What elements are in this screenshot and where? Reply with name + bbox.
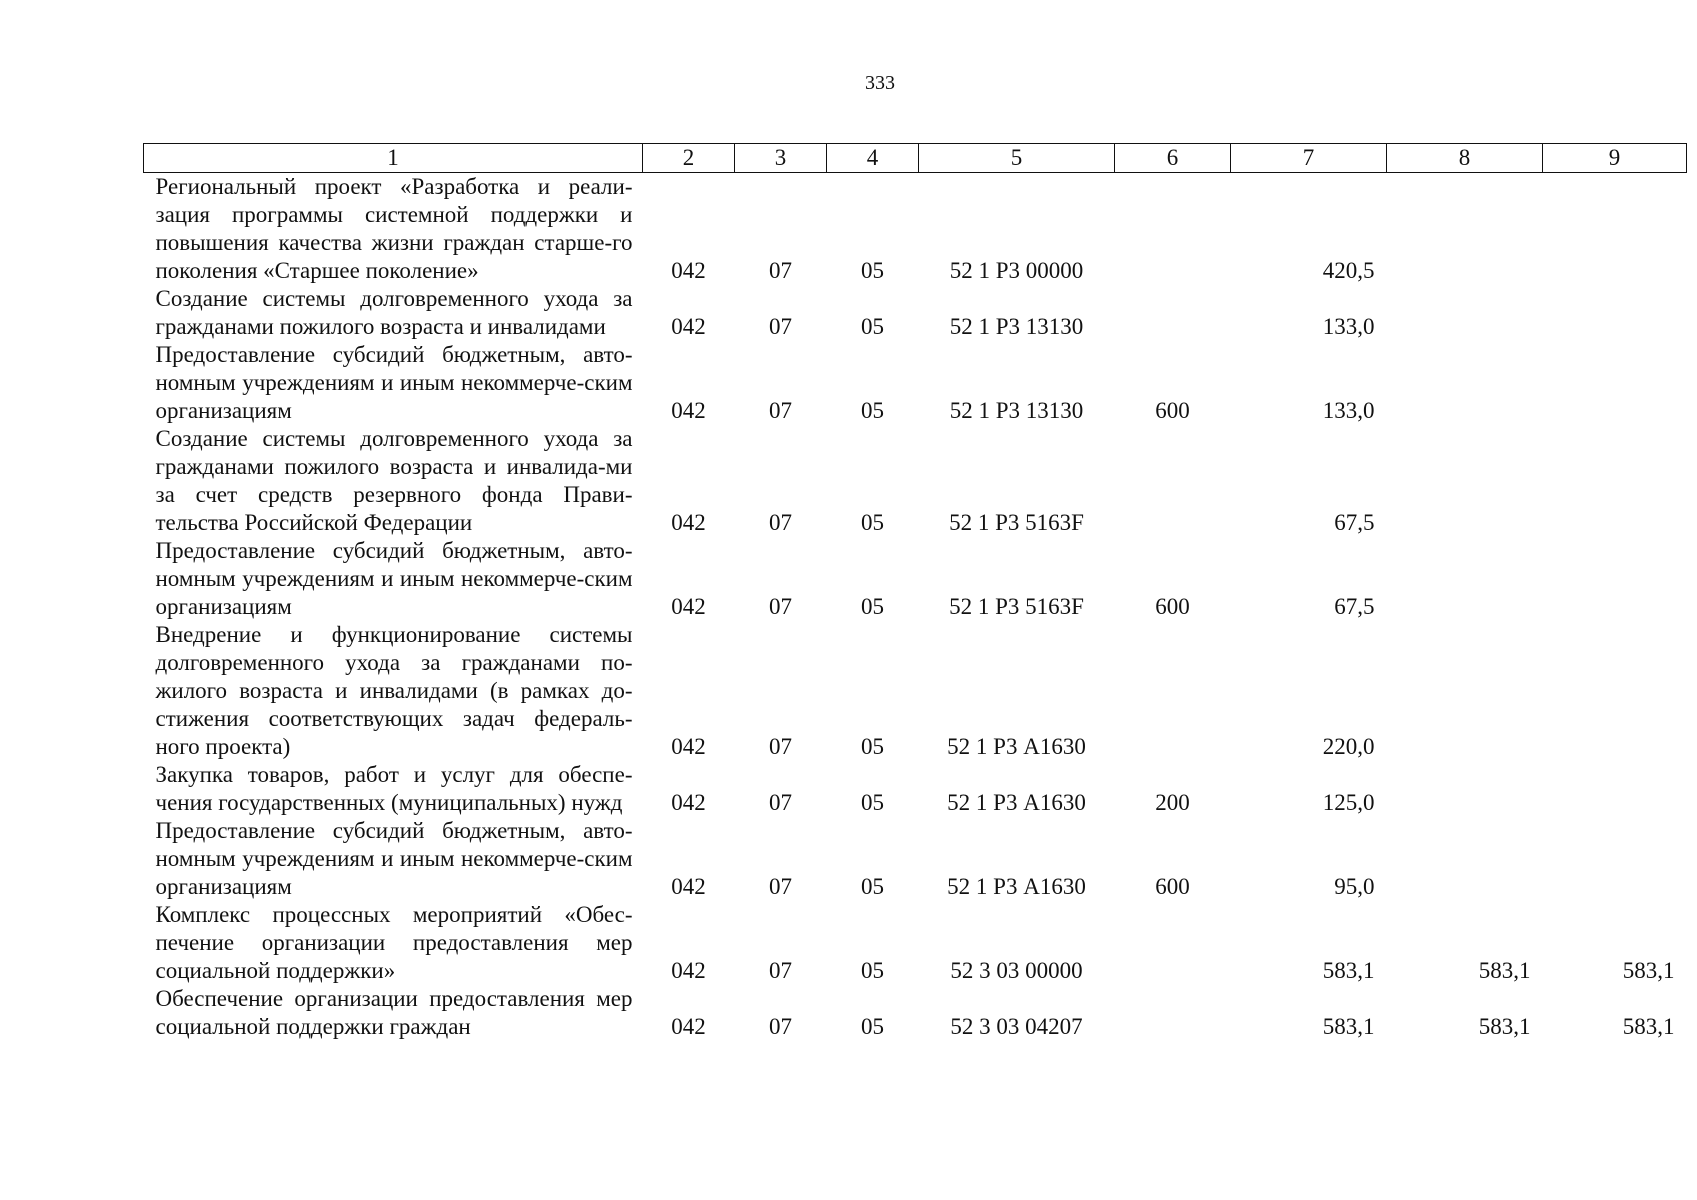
table-row [144, 761, 1687, 817]
cell-subsection: 05 [861, 790, 884, 815]
cell-expense-type [1115, 425, 1231, 537]
table-row [144, 285, 1687, 341]
cell-section: 07 [769, 790, 792, 815]
cell-amount-8 [1387, 817, 1543, 901]
cell-subsection: 05 [861, 398, 884, 423]
cell-amount-9 [1543, 621, 1687, 761]
column-header-9: 9 [1543, 144, 1687, 173]
cell-amount-7: 67,5 [1334, 594, 1375, 619]
cell-amount-9 [1543, 285, 1687, 341]
cell-ministry-code: 042 [671, 314, 706, 339]
cell-target-article: 52 1 Р3 А1630 [947, 874, 1086, 899]
row-name: Предоставление субсидий бюджетным, авто-номным учреждениям и иным некоммерче-ским организациям [155, 818, 633, 899]
cell-amount-8 [1387, 621, 1543, 761]
cell-amount-7: 583,1 [1322, 958, 1375, 983]
cell-amount-7: 67,5 [1334, 510, 1375, 535]
column-header-4: 4 [827, 144, 919, 173]
column-header-2: 2 [643, 144, 735, 173]
page-number: 333 [865, 72, 895, 94]
cell-amount-8 [1387, 341, 1543, 425]
cell-expense-type [1115, 985, 1231, 1041]
cell-expense-type [1115, 621, 1231, 761]
cell-target-article: 52 1 Р3 00000 [949, 258, 1084, 283]
cell-subsection: 05 [861, 874, 884, 899]
cell-target-article: 52 1 Р3 А1630 [947, 790, 1086, 815]
cell-target-article: 52 3 03 00000 [950, 958, 1083, 983]
cell-amount-8 [1387, 285, 1543, 341]
cell-ministry-code: 042 [671, 874, 706, 899]
row-name: Закупка товаров, работ и услуг для обеспе-чения государственных (муниципальных) нужд [155, 762, 633, 815]
row-name: Создание системы долговременного ухода за гражданами пожилого возраста и инвалидами [155, 286, 633, 339]
cell-amount-8 [1387, 425, 1543, 537]
row-name: Региональный проект «Разработка и реали-зация программы системной поддержки и повышения качества жизни граждан старше-го поколения «Старшее поколение» [155, 174, 633, 283]
cell-amount-7: 220,0 [1322, 734, 1375, 759]
cell-ministry-code: 042 [671, 594, 706, 619]
column-header-8: 8 [1387, 144, 1543, 173]
cell-ministry-code: 042 [671, 958, 706, 983]
cell-amount-7: 95,0 [1334, 874, 1375, 899]
cell-ministry-code: 042 [671, 258, 706, 283]
cell-section: 07 [769, 958, 792, 983]
row-name: Предоставление субсидий бюджетным, авто-номным учреждениям и иным некоммерче-ским организациям [155, 342, 633, 423]
cell-amount-7: 133,0 [1322, 314, 1375, 339]
cell-target-article: 52 1 Р3 5163F [949, 594, 1084, 619]
cell-section: 07 [769, 594, 792, 619]
cell-expense-type: 200 [1155, 790, 1190, 815]
column-header-6: 6 [1115, 144, 1231, 173]
table-row [144, 985, 1687, 1041]
cell-subsection: 05 [861, 594, 884, 619]
cell-expense-type: 600 [1155, 398, 1190, 423]
cell-expense-type [1115, 173, 1231, 286]
cell-amount-9: 583,1 [1622, 1014, 1675, 1039]
cell-target-article: 52 1 Р3 13130 [949, 314, 1084, 339]
cell-amount-9 [1543, 341, 1687, 425]
cell-section: 07 [769, 734, 792, 759]
cell-ministry-code: 042 [671, 734, 706, 759]
cell-amount-9 [1543, 173, 1687, 286]
cell-section: 07 [769, 314, 792, 339]
row-name: Комплекс процессных мероприятий «Обес-печение организации предоставления мер социальной поддержки» [155, 902, 633, 983]
cell-subsection: 05 [861, 314, 884, 339]
row-name: Внедрение и функционирование системы долговременного ухода за гражданами по-жилого возраста и инвалидами (в рамках до-стижения соответствующих задач федераль-ного проекта) [155, 622, 633, 759]
cell-section: 07 [769, 258, 792, 283]
table-row [144, 901, 1687, 985]
cell-amount-9 [1543, 817, 1687, 901]
column-header-5: 5 [919, 144, 1115, 173]
cell-amount-8 [1387, 537, 1543, 621]
cell-subsection: 05 [861, 1014, 884, 1039]
table-row [144, 621, 1687, 761]
cell-amount-9 [1543, 537, 1687, 621]
cell-target-article: 52 3 03 04207 [950, 1014, 1083, 1039]
cell-section: 07 [769, 510, 792, 535]
table-row [144, 817, 1687, 901]
cell-amount-8 [1387, 761, 1543, 817]
cell-section: 07 [769, 398, 792, 423]
cell-amount-7: 583,1 [1322, 1014, 1375, 1039]
table-row [144, 537, 1687, 621]
cell-target-article: 52 1 Р3 5163F [949, 510, 1084, 535]
cell-amount-7: 420,5 [1322, 258, 1375, 283]
budget-table [143, 143, 1687, 1041]
column-header-1: 1 [144, 144, 643, 173]
cell-expense-type: 600 [1155, 594, 1190, 619]
column-header-7: 7 [1231, 144, 1387, 173]
cell-amount-9: 583,1 [1622, 958, 1675, 983]
cell-amount-7: 125,0 [1322, 790, 1375, 815]
table-row [144, 341, 1687, 425]
cell-subsection: 05 [861, 734, 884, 759]
cell-amount-9 [1543, 761, 1687, 817]
table-row [144, 425, 1687, 537]
cell-target-article: 52 1 Р3 13130 [949, 398, 1084, 423]
cell-amount-8: 583,1 [1478, 958, 1531, 983]
row-name: Создание системы долговременного ухода за гражданами пожилого возраста и инвалида-ми за счет средств резервного фонда Прави-тельства Российской Федерации [155, 426, 633, 535]
cell-subsection: 05 [861, 958, 884, 983]
cell-amount-8: 583,1 [1478, 1014, 1531, 1039]
cell-amount-9 [1543, 425, 1687, 537]
cell-section: 07 [769, 874, 792, 899]
header-row [144, 144, 1687, 173]
cell-expense-type [1115, 285, 1231, 341]
cell-ministry-code: 042 [671, 398, 706, 423]
row-name: Предоставление субсидий бюджетным, авто-номным учреждениям и иным некоммерче-ским организациям [155, 538, 633, 619]
cell-expense-type: 600 [1155, 874, 1190, 899]
cell-amount-8 [1387, 173, 1543, 286]
cell-expense-type [1115, 901, 1231, 985]
cell-amount-7: 133,0 [1322, 398, 1375, 423]
cell-target-article: 52 1 Р3 А1630 [947, 734, 1086, 759]
cell-section: 07 [769, 1014, 792, 1039]
cell-ministry-code: 042 [671, 510, 706, 535]
cell-ministry-code: 042 [671, 1014, 706, 1039]
table-row [144, 173, 1687, 286]
cell-subsection: 05 [861, 510, 884, 535]
row-name: Обеспечение организации предоставления мер социальной поддержки граждан [155, 986, 633, 1039]
cell-subsection: 05 [861, 258, 884, 283]
column-header-3: 3 [735, 144, 827, 173]
cell-ministry-code: 042 [671, 790, 706, 815]
